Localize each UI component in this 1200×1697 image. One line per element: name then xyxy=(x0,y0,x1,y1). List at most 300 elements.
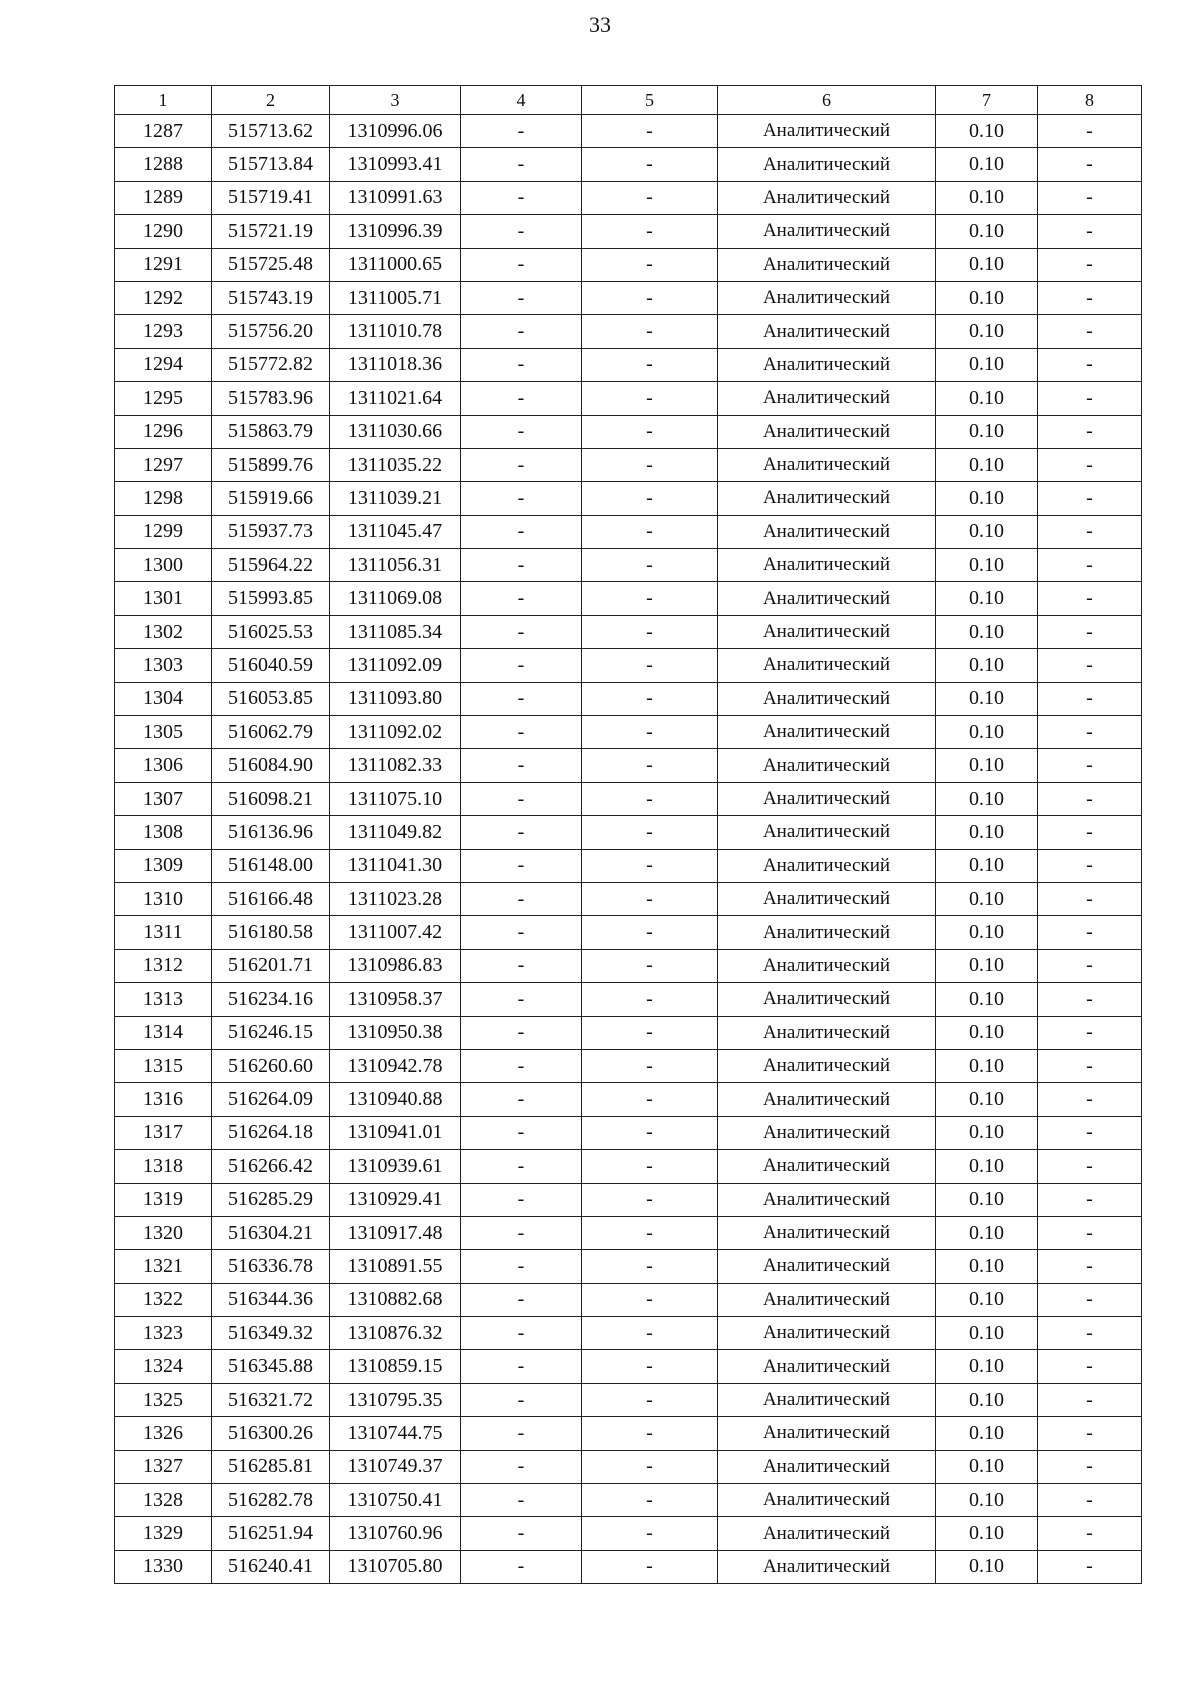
x-coordinate-cell: 516234.16 xyxy=(212,983,330,1016)
col-5-value-cell: - xyxy=(582,615,718,648)
table-row xyxy=(115,1350,1142,1383)
method-cell: Аналитический xyxy=(718,148,936,181)
x-coordinate-cell: 515937.73 xyxy=(212,515,330,548)
method-cell: Аналитический xyxy=(718,482,936,515)
y-coordinate-cell: 1311092.02 xyxy=(330,716,461,749)
col-5-value-cell: - xyxy=(582,315,718,348)
method-cell: Аналитический xyxy=(718,582,936,615)
method-cell: Аналитический xyxy=(718,315,936,348)
col-8-value-cell: - xyxy=(1038,1517,1142,1550)
accuracy-cell: 0.10 xyxy=(936,148,1038,181)
method-cell: Аналитический xyxy=(718,1049,936,1082)
col-5-value-cell: - xyxy=(582,716,718,749)
row-number-cell: 1291 xyxy=(115,248,212,281)
x-coordinate-cell: 516260.60 xyxy=(212,1049,330,1082)
col-5-value-cell: - xyxy=(582,1484,718,1517)
col-5-value-cell: - xyxy=(582,682,718,715)
row-number-cell: 1293 xyxy=(115,315,212,348)
row-number-cell: 1319 xyxy=(115,1183,212,1216)
table-row xyxy=(115,248,1142,281)
col-4-value-cell: - xyxy=(461,215,582,248)
table-row xyxy=(115,482,1142,515)
col-4-value-cell: - xyxy=(461,281,582,314)
y-coordinate-cell: 1311021.64 xyxy=(330,382,461,415)
table-row xyxy=(115,949,1142,982)
y-coordinate-cell: 1310859.15 xyxy=(330,1350,461,1383)
y-coordinate-cell: 1310942.78 xyxy=(330,1049,461,1082)
y-coordinate-cell: 1310705.80 xyxy=(330,1550,461,1583)
col-4-value-cell: - xyxy=(461,782,582,815)
accuracy-cell: 0.10 xyxy=(936,1049,1038,1082)
method-cell: Аналитический xyxy=(718,716,936,749)
col-8-value-cell: - xyxy=(1038,281,1142,314)
table-row xyxy=(115,615,1142,648)
x-coordinate-cell: 516084.90 xyxy=(212,749,330,782)
method-cell: Аналитический xyxy=(718,515,936,548)
row-number-cell: 1297 xyxy=(115,448,212,481)
row-number-cell: 1325 xyxy=(115,1383,212,1416)
accuracy-cell: 0.10 xyxy=(936,582,1038,615)
row-number-cell: 1305 xyxy=(115,716,212,749)
x-coordinate-cell: 516053.85 xyxy=(212,682,330,715)
method-cell: Аналитический xyxy=(718,1350,936,1383)
col-8-value-cell: - xyxy=(1038,315,1142,348)
col-4-value-cell: - xyxy=(461,1250,582,1283)
col-4-value-cell: - xyxy=(461,148,582,181)
row-number-cell: 1299 xyxy=(115,515,212,548)
method-cell: Аналитический xyxy=(718,1083,936,1116)
row-number-cell: 1290 xyxy=(115,215,212,248)
column-header-3: 3 xyxy=(330,86,461,115)
table-row xyxy=(115,1417,1142,1450)
table-row xyxy=(115,382,1142,415)
x-coordinate-cell: 516062.79 xyxy=(212,716,330,749)
table-row xyxy=(115,1049,1142,1082)
x-coordinate-cell: 516285.29 xyxy=(212,1183,330,1216)
x-coordinate-cell: 515772.82 xyxy=(212,348,330,381)
row-number-cell: 1320 xyxy=(115,1216,212,1249)
col-4-value-cell: - xyxy=(461,248,582,281)
accuracy-cell: 0.10 xyxy=(936,181,1038,214)
accuracy-cell: 0.10 xyxy=(936,1484,1038,1517)
accuracy-cell: 0.10 xyxy=(936,615,1038,648)
y-coordinate-cell: 1311005.71 xyxy=(330,281,461,314)
y-coordinate-cell: 1311007.42 xyxy=(330,916,461,949)
x-coordinate-cell: 516345.88 xyxy=(212,1350,330,1383)
col-8-value-cell: - xyxy=(1038,582,1142,615)
col-5-value-cell: - xyxy=(582,549,718,582)
col-4-value-cell: - xyxy=(461,882,582,915)
x-coordinate-cell: 516098.21 xyxy=(212,782,330,815)
col-5-value-cell: - xyxy=(582,415,718,448)
y-coordinate-cell: 1311049.82 xyxy=(330,816,461,849)
col-5-value-cell: - xyxy=(582,1350,718,1383)
x-coordinate-cell: 515783.96 xyxy=(212,382,330,415)
column-header-1: 1 xyxy=(115,86,212,115)
col-4-value-cell: - xyxy=(461,181,582,214)
accuracy-cell: 0.10 xyxy=(936,682,1038,715)
col-4-value-cell: - xyxy=(461,1550,582,1583)
table-row xyxy=(115,1083,1142,1116)
row-number-cell: 1311 xyxy=(115,916,212,949)
col-8-value-cell: - xyxy=(1038,115,1142,148)
accuracy-cell: 0.10 xyxy=(936,1517,1038,1550)
x-coordinate-cell: 516251.94 xyxy=(212,1517,330,1550)
col-5-value-cell: - xyxy=(582,1250,718,1283)
col-5-value-cell: - xyxy=(582,1083,718,1116)
col-8-value-cell: - xyxy=(1038,382,1142,415)
x-coordinate-cell: 516349.32 xyxy=(212,1317,330,1350)
row-number-cell: 1324 xyxy=(115,1350,212,1383)
col-8-value-cell: - xyxy=(1038,1283,1142,1316)
row-number-cell: 1308 xyxy=(115,816,212,849)
col-4-value-cell: - xyxy=(461,315,582,348)
method-cell: Аналитический xyxy=(718,1150,936,1183)
y-coordinate-cell: 1310882.68 xyxy=(330,1283,461,1316)
row-number-cell: 1288 xyxy=(115,148,212,181)
y-coordinate-cell: 1310993.41 xyxy=(330,148,461,181)
y-coordinate-cell: 1310929.41 xyxy=(330,1183,461,1216)
col-4-value-cell: - xyxy=(461,1517,582,1550)
col-8-value-cell: - xyxy=(1038,882,1142,915)
method-cell: Аналитический xyxy=(718,382,936,415)
x-coordinate-cell: 515964.22 xyxy=(212,549,330,582)
accuracy-cell: 0.10 xyxy=(936,215,1038,248)
method-cell: Аналитический xyxy=(718,682,936,715)
col-8-value-cell: - xyxy=(1038,348,1142,381)
table-row xyxy=(115,515,1142,548)
col-4-value-cell: - xyxy=(461,115,582,148)
table-row xyxy=(115,582,1142,615)
x-coordinate-cell: 515743.19 xyxy=(212,281,330,314)
column-header-2: 2 xyxy=(212,86,330,115)
row-number-cell: 1327 xyxy=(115,1450,212,1483)
table-header-row xyxy=(115,86,1142,115)
col-8-value-cell: - xyxy=(1038,181,1142,214)
col-5-value-cell: - xyxy=(582,281,718,314)
col-5-value-cell: - xyxy=(582,1150,718,1183)
table-row xyxy=(115,181,1142,214)
col-8-value-cell: - xyxy=(1038,515,1142,548)
row-number-cell: 1322 xyxy=(115,1283,212,1316)
col-8-value-cell: - xyxy=(1038,983,1142,1016)
col-4-value-cell: - xyxy=(461,949,582,982)
col-5-value-cell: - xyxy=(582,749,718,782)
col-8-value-cell: - xyxy=(1038,415,1142,448)
accuracy-cell: 0.10 xyxy=(936,315,1038,348)
table-row xyxy=(115,549,1142,582)
column-header-8: 8 xyxy=(1038,86,1142,115)
method-cell: Аналитический xyxy=(718,248,936,281)
col-5-value-cell: - xyxy=(582,1417,718,1450)
y-coordinate-cell: 1310876.32 xyxy=(330,1317,461,1350)
y-coordinate-cell: 1311093.80 xyxy=(330,682,461,715)
method-cell: Аналитический xyxy=(718,1317,936,1350)
row-number-cell: 1302 xyxy=(115,615,212,648)
table-row xyxy=(115,348,1142,381)
row-number-cell: 1317 xyxy=(115,1116,212,1149)
row-number-cell: 1318 xyxy=(115,1150,212,1183)
col-4-value-cell: - xyxy=(461,1183,582,1216)
table-row xyxy=(115,1150,1142,1183)
x-coordinate-cell: 516282.78 xyxy=(212,1484,330,1517)
row-number-cell: 1300 xyxy=(115,549,212,582)
x-coordinate-cell: 515721.19 xyxy=(212,215,330,248)
col-8-value-cell: - xyxy=(1038,448,1142,481)
y-coordinate-cell: 1311045.47 xyxy=(330,515,461,548)
col-8-value-cell: - xyxy=(1038,1150,1142,1183)
accuracy-cell: 0.10 xyxy=(936,1317,1038,1350)
col-4-value-cell: - xyxy=(461,1317,582,1350)
col-5-value-cell: - xyxy=(582,816,718,849)
col-5-value-cell: - xyxy=(582,1550,718,1583)
row-number-cell: 1310 xyxy=(115,882,212,915)
row-number-cell: 1307 xyxy=(115,782,212,815)
method-cell: Аналитический xyxy=(718,882,936,915)
method-cell: Аналитический xyxy=(718,782,936,815)
row-number-cell: 1321 xyxy=(115,1250,212,1283)
method-cell: Аналитический xyxy=(718,115,936,148)
col-8-value-cell: - xyxy=(1038,482,1142,515)
accuracy-cell: 0.10 xyxy=(936,549,1038,582)
col-8-value-cell: - xyxy=(1038,1250,1142,1283)
row-number-cell: 1287 xyxy=(115,115,212,148)
table-row xyxy=(115,649,1142,682)
table-row xyxy=(115,1383,1142,1416)
x-coordinate-cell: 516040.59 xyxy=(212,649,330,682)
accuracy-cell: 0.10 xyxy=(936,1550,1038,1583)
col-5-value-cell: - xyxy=(582,649,718,682)
col-4-value-cell: - xyxy=(461,1383,582,1416)
col-8-value-cell: - xyxy=(1038,1484,1142,1517)
col-8-value-cell: - xyxy=(1038,1350,1142,1383)
table-row xyxy=(115,415,1142,448)
y-coordinate-cell: 1310940.88 xyxy=(330,1083,461,1116)
row-number-cell: 1298 xyxy=(115,482,212,515)
row-number-cell: 1316 xyxy=(115,1083,212,1116)
method-cell: Аналитический xyxy=(718,549,936,582)
coordinates-table xyxy=(114,85,1142,1584)
row-number-cell: 1328 xyxy=(115,1484,212,1517)
accuracy-cell: 0.10 xyxy=(936,1250,1038,1283)
col-5-value-cell: - xyxy=(582,1317,718,1350)
col-5-value-cell: - xyxy=(582,782,718,815)
x-coordinate-cell: 516201.71 xyxy=(212,949,330,982)
x-coordinate-cell: 516264.18 xyxy=(212,1116,330,1149)
table-row xyxy=(115,448,1142,481)
table-row xyxy=(115,816,1142,849)
y-coordinate-cell: 1311035.22 xyxy=(330,448,461,481)
col-5-value-cell: - xyxy=(582,515,718,548)
col-4-value-cell: - xyxy=(461,549,582,582)
method-cell: Аналитический xyxy=(718,1250,936,1283)
x-coordinate-cell: 515919.66 xyxy=(212,482,330,515)
accuracy-cell: 0.10 xyxy=(936,1116,1038,1149)
col-5-value-cell: - xyxy=(582,1116,718,1149)
accuracy-cell: 0.10 xyxy=(936,1216,1038,1249)
col-8-value-cell: - xyxy=(1038,1116,1142,1149)
y-coordinate-cell: 1311085.34 xyxy=(330,615,461,648)
table-row xyxy=(115,983,1142,1016)
accuracy-cell: 0.10 xyxy=(936,382,1038,415)
col-4-value-cell: - xyxy=(461,1216,582,1249)
col-5-value-cell: - xyxy=(582,148,718,181)
col-8-value-cell: - xyxy=(1038,949,1142,982)
table-row xyxy=(115,782,1142,815)
row-number-cell: 1312 xyxy=(115,949,212,982)
accuracy-cell: 0.10 xyxy=(936,248,1038,281)
accuracy-cell: 0.10 xyxy=(936,782,1038,815)
method-cell: Аналитический xyxy=(718,1383,936,1416)
y-coordinate-cell: 1310891.55 xyxy=(330,1250,461,1283)
col-4-value-cell: - xyxy=(461,1484,582,1517)
col-4-value-cell: - xyxy=(461,582,582,615)
method-cell: Аналитический xyxy=(718,916,936,949)
row-number-cell: 1306 xyxy=(115,749,212,782)
column-header-7: 7 xyxy=(936,86,1038,115)
col-8-value-cell: - xyxy=(1038,1417,1142,1450)
col-4-value-cell: - xyxy=(461,615,582,648)
col-4-value-cell: - xyxy=(461,1083,582,1116)
accuracy-cell: 0.10 xyxy=(936,1350,1038,1383)
x-coordinate-cell: 516136.96 xyxy=(212,816,330,849)
y-coordinate-cell: 1310749.37 xyxy=(330,1450,461,1483)
method-cell: Аналитический xyxy=(718,415,936,448)
table-row xyxy=(115,1517,1142,1550)
col-8-value-cell: - xyxy=(1038,716,1142,749)
col-8-value-cell: - xyxy=(1038,1183,1142,1216)
method-cell: Аналитический xyxy=(718,816,936,849)
col-4-value-cell: - xyxy=(461,816,582,849)
col-4-value-cell: - xyxy=(461,382,582,415)
accuracy-cell: 0.10 xyxy=(936,882,1038,915)
col-5-value-cell: - xyxy=(582,1517,718,1550)
accuracy-cell: 0.10 xyxy=(936,415,1038,448)
table-row xyxy=(115,1484,1142,1517)
method-cell: Аналитический xyxy=(718,1517,936,1550)
accuracy-cell: 0.10 xyxy=(936,281,1038,314)
y-coordinate-cell: 1310958.37 xyxy=(330,983,461,1016)
method-cell: Аналитический xyxy=(718,1216,936,1249)
table-row xyxy=(115,749,1142,782)
x-coordinate-cell: 516336.78 xyxy=(212,1250,330,1283)
y-coordinate-cell: 1311010.78 xyxy=(330,315,461,348)
x-coordinate-cell: 515756.20 xyxy=(212,315,330,348)
col-4-value-cell: - xyxy=(461,1016,582,1049)
x-coordinate-cell: 516246.15 xyxy=(212,1016,330,1049)
col-5-value-cell: - xyxy=(582,248,718,281)
col-5-value-cell: - xyxy=(582,916,718,949)
method-cell: Аналитический xyxy=(718,649,936,682)
col-5-value-cell: - xyxy=(582,215,718,248)
y-coordinate-cell: 1311041.30 xyxy=(330,849,461,882)
col-8-value-cell: - xyxy=(1038,615,1142,648)
x-coordinate-cell: 515993.85 xyxy=(212,582,330,615)
col-4-value-cell: - xyxy=(461,749,582,782)
col-4-value-cell: - xyxy=(461,1049,582,1082)
row-number-cell: 1296 xyxy=(115,415,212,448)
col-8-value-cell: - xyxy=(1038,849,1142,882)
col-8-value-cell: - xyxy=(1038,916,1142,949)
x-coordinate-cell: 515863.79 xyxy=(212,415,330,448)
method-cell: Аналитический xyxy=(718,615,936,648)
row-number-cell: 1292 xyxy=(115,281,212,314)
x-coordinate-cell: 515713.62 xyxy=(212,115,330,148)
method-cell: Аналитический xyxy=(718,1550,936,1583)
y-coordinate-cell: 1311075.10 xyxy=(330,782,461,815)
col-4-value-cell: - xyxy=(461,1417,582,1450)
method-cell: Аналитический xyxy=(718,215,936,248)
accuracy-cell: 0.10 xyxy=(936,916,1038,949)
col-8-value-cell: - xyxy=(1038,1550,1142,1583)
accuracy-cell: 0.10 xyxy=(936,1283,1038,1316)
x-coordinate-cell: 516285.81 xyxy=(212,1450,330,1483)
col-5-value-cell: - xyxy=(582,1183,718,1216)
table-row xyxy=(115,1116,1142,1149)
col-5-value-cell: - xyxy=(582,382,718,415)
col-8-value-cell: - xyxy=(1038,549,1142,582)
col-4-value-cell: - xyxy=(461,716,582,749)
y-coordinate-cell: 1311069.08 xyxy=(330,582,461,615)
accuracy-cell: 0.10 xyxy=(936,1417,1038,1450)
method-cell: Аналитический xyxy=(718,949,936,982)
table-row xyxy=(115,849,1142,882)
accuracy-cell: 0.10 xyxy=(936,515,1038,548)
col-5-value-cell: - xyxy=(582,949,718,982)
accuracy-cell: 0.10 xyxy=(936,983,1038,1016)
col-4-value-cell: - xyxy=(461,482,582,515)
row-number-cell: 1289 xyxy=(115,181,212,214)
col-5-value-cell: - xyxy=(582,983,718,1016)
y-coordinate-cell: 1311030.66 xyxy=(330,415,461,448)
y-coordinate-cell: 1311092.09 xyxy=(330,649,461,682)
col-8-value-cell: - xyxy=(1038,816,1142,849)
row-number-cell: 1304 xyxy=(115,682,212,715)
method-cell: Аналитический xyxy=(718,983,936,1016)
row-number-cell: 1303 xyxy=(115,649,212,682)
accuracy-cell: 0.10 xyxy=(936,1183,1038,1216)
accuracy-cell: 0.10 xyxy=(936,716,1038,749)
y-coordinate-cell: 1310986.83 xyxy=(330,949,461,982)
y-coordinate-cell: 1311018.36 xyxy=(330,348,461,381)
x-coordinate-cell: 516240.41 xyxy=(212,1550,330,1583)
col-5-value-cell: - xyxy=(582,1383,718,1416)
table-row xyxy=(115,1317,1142,1350)
x-coordinate-cell: 515725.48 xyxy=(212,248,330,281)
y-coordinate-cell: 1310939.61 xyxy=(330,1150,461,1183)
column-header-4: 4 xyxy=(461,86,582,115)
x-coordinate-cell: 516300.26 xyxy=(212,1417,330,1450)
y-coordinate-cell: 1311000.65 xyxy=(330,248,461,281)
col-5-value-cell: - xyxy=(582,882,718,915)
table-row xyxy=(115,281,1142,314)
row-number-cell: 1330 xyxy=(115,1550,212,1583)
accuracy-cell: 0.10 xyxy=(936,482,1038,515)
col-4-value-cell: - xyxy=(461,916,582,949)
col-5-value-cell: - xyxy=(582,348,718,381)
accuracy-cell: 0.10 xyxy=(936,816,1038,849)
y-coordinate-cell: 1310750.41 xyxy=(330,1484,461,1517)
col-8-value-cell: - xyxy=(1038,782,1142,815)
x-coordinate-cell: 516166.48 xyxy=(212,882,330,915)
x-coordinate-cell: 516180.58 xyxy=(212,916,330,949)
row-number-cell: 1295 xyxy=(115,382,212,415)
column-header-6: 6 xyxy=(718,86,936,115)
x-coordinate-cell: 516266.42 xyxy=(212,1150,330,1183)
col-5-value-cell: - xyxy=(582,1283,718,1316)
x-coordinate-cell: 516304.21 xyxy=(212,1216,330,1249)
y-coordinate-cell: 1310996.06 xyxy=(330,115,461,148)
